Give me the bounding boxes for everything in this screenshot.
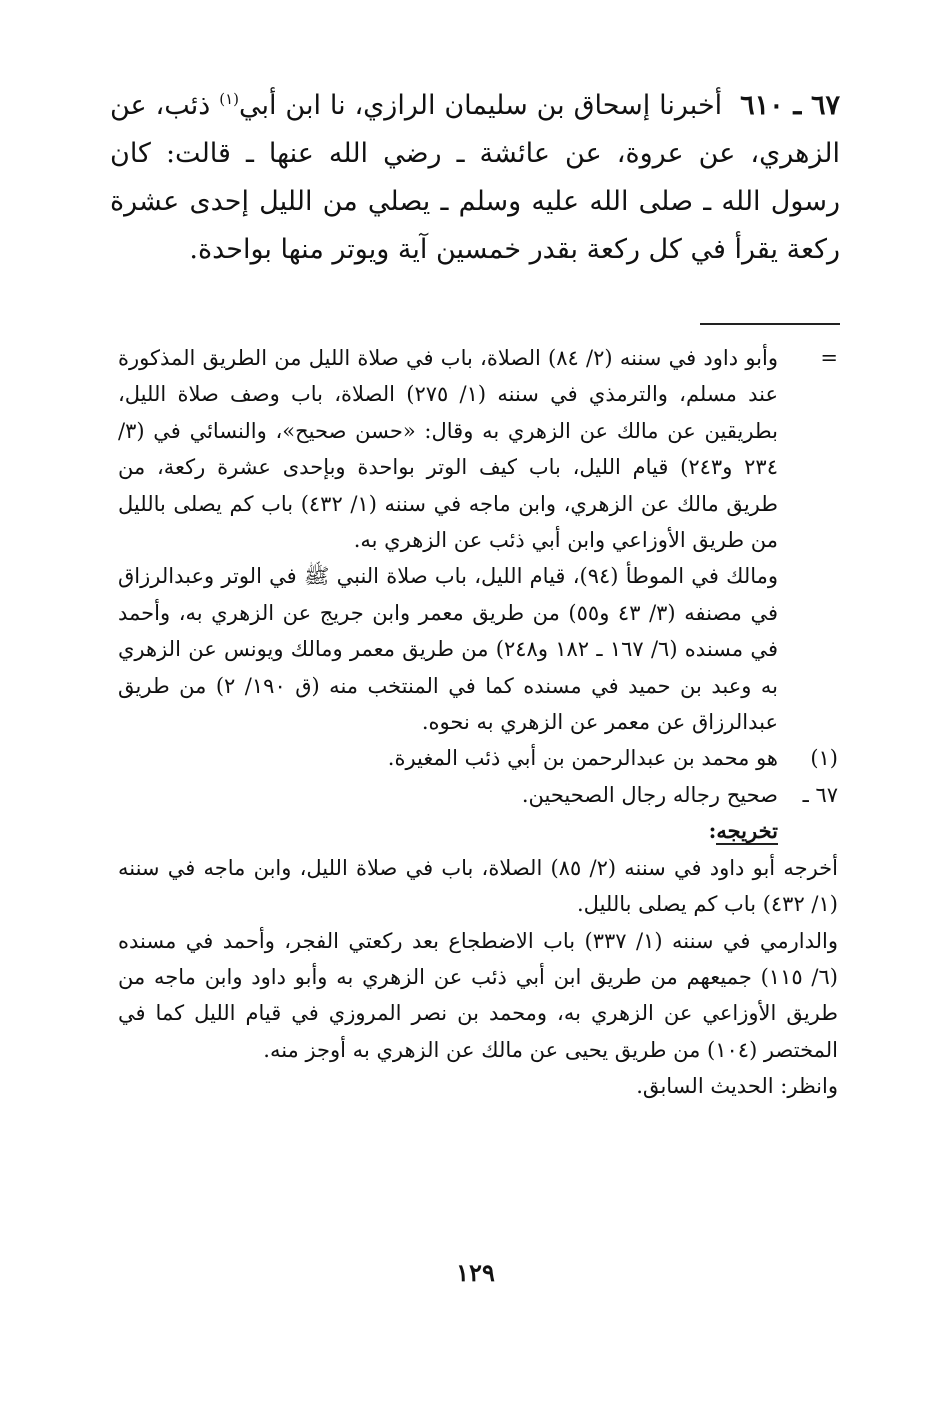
footnote-1 bbox=[118, 740, 838, 776]
takhrij-heading-colon: : bbox=[708, 818, 717, 844]
takhrij-paragraph-3: وانظر: الحديث السابق. bbox=[636, 1074, 838, 1099]
footnote-continuation bbox=[118, 340, 838, 558]
hadith-number: ٦٧ ـ ٦١٠ bbox=[740, 90, 840, 121]
grading-marker: ٦٧ ـ bbox=[802, 782, 838, 807]
continuation-paragraph-2: ومالك في الموطأ (٩٤)، قيام الليل، باب صلاة النبي ﷺ في الوتر وعبدالرزاق في مصنفه (٣/ ٤٣ و٥٥) من طريق معمر وابن جريج عن الزهري به، وأحمد في مسنده (٦/ ١٦٧ ـ ١٨٢ و٢٤٨) من طريق معمر ومالك ويونس عن الزهري به وعبد بن حميد في مسنده كما في المنتخب منه (ق ١٩٠/ ٢) من طريق عبدالرزاق عن معمر عن الزهري به نحوه. bbox=[118, 564, 779, 735]
continuation-paragraph-1: وأبو داود في سننه (٢/ ٨٤) الصلاة، باب في صلاة الليل من الطريق المذكورة عند مسلم، والترمذي في سننه (١/ ٢٧٥) الصلاة، باب وصف صلاة الليل، بطريقين عن مالك عن الزهري به وقال: «حسن صحيح»، والنسائي في (٣/ ٢٣٤ و٢٤٣) قيام الليل، باب كيف الوتر بواحدة وبإحدى عشرة ركعة، من طريق مالك عن الزهري، وابن ماجه في سننه (١/ ٤٣٢) باب كم يصلى بالليل من طريق الأوزاعي وابن أبي ذئب عن الزهري به. bbox=[118, 346, 778, 553]
page-number: ١٢٩ bbox=[456, 1258, 495, 1287]
hadith-text-part2: ذئب، عن الزهري، عن عروة، عن عائشة ـ رضي الله عنها ـ قالت: كان رسول الله ـ صلى الله عليه وسلم ـ يصلي من الليل إحدى عشرة ركعة يقرأ في كل ركعة بقدر خمسين آية ويوتر منها بواحدة. bbox=[110, 90, 840, 265]
hadith-paragraph bbox=[110, 82, 840, 274]
footnote-reference: (١) bbox=[219, 90, 239, 108]
takhrij-paragraph-2: والدارمي في سننه (١/ ٣٣٧) باب الاضطجاع بعد ركعتي الفجر، وأحمد في مسنده (٦/ ١١٥) جميعهم من طريق ابن أبي ذئب عن الزهري به وأبو داود وابن ماجه من طريق الأوزاعي عن الزهري به، ومحمد بن نصر المروزي في قيام الليل كما في المختصر (١٠٤) من طريق يحيى عن مالك عن الزهري به أوجز منه. bbox=[118, 928, 838, 1062]
grading-note bbox=[118, 777, 838, 813]
footnotes-block bbox=[118, 340, 838, 1105]
takhrij-heading bbox=[118, 813, 838, 849]
grading-text: صحيح رجاله رجال الصحيحين. bbox=[521, 782, 778, 807]
footnote-separator-rule bbox=[700, 323, 840, 325]
hadith-text-block bbox=[110, 82, 840, 274]
takhrij-paragraph-1: أخرجه أبو داود في سننه (٢/ ٨٥) الصلاة، باب في صلاة الليل، وابن ماجه في سننه (١/ ٤٣٢) باب كم يصلى بالليل. bbox=[118, 855, 838, 917]
footnote-1-marker: (١) bbox=[810, 746, 838, 771]
takhrij-heading-label: تخريجه bbox=[716, 818, 778, 844]
footnote-1-text: هو محمد بن عبدالرحمن بن أبي ذئب المغيرة. bbox=[387, 746, 778, 771]
continuation-marker: = bbox=[820, 346, 838, 370]
hadith-text-part1: أخبرنا إسحاق بن سليمان الرازي، نا ابن أبي bbox=[238, 90, 723, 121]
